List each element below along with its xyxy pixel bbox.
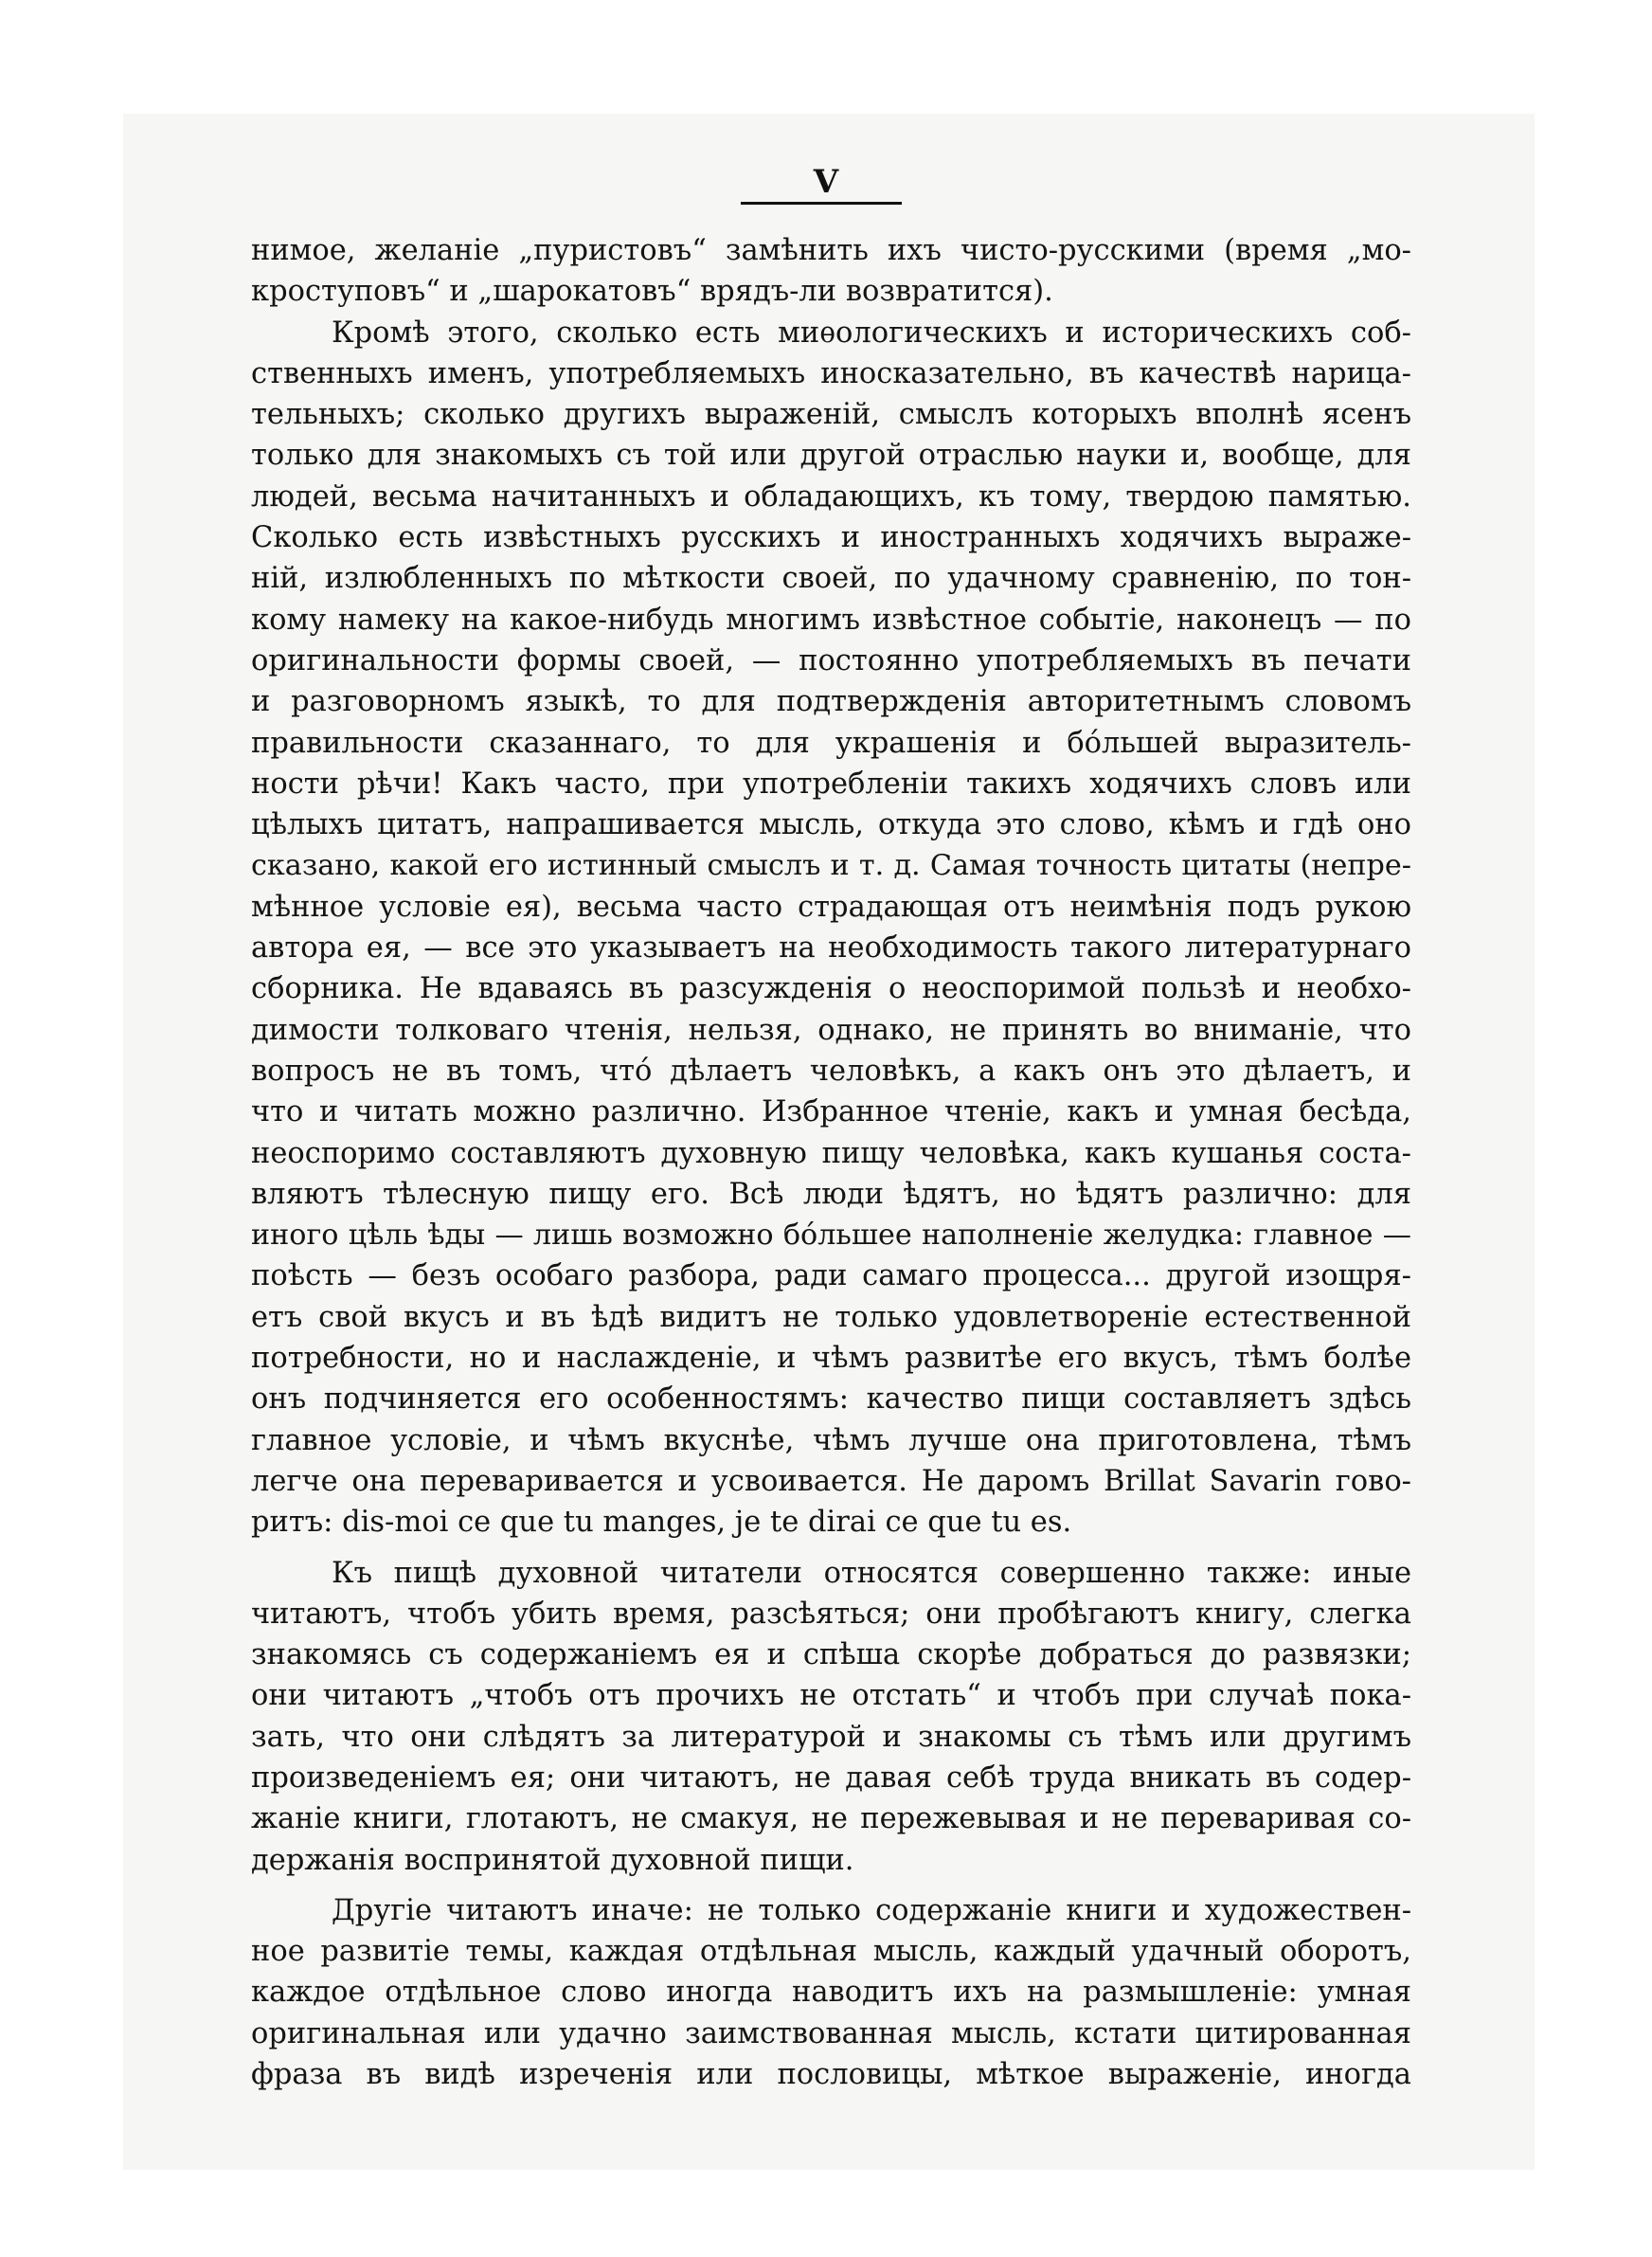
- text-line: ное развитіе темы, каждая отдѣльная мысль, каждый удачный оборотъ,: [251, 1935, 1411, 1969]
- text-line: поѣсть — безъ особаго разбора, ради самаго процесса... другой изощря-: [251, 1259, 1411, 1293]
- text-line: вляютъ тѣлесную пищу его. Всѣ люди ѣдятъ, но ѣдятъ различно: для: [251, 1177, 1411, 1211]
- text-line: нимое, желаніе „пуристовъ“ замѣнить ихъ чисто-русскими (время „мо-: [251, 234, 1411, 267]
- text-line: кому намеку на какое-нибудь многимъ извѣстное событіе, наконецъ — по: [251, 603, 1411, 637]
- text-line: тельныхъ; сколько другихъ выраженій, смыслъ которыхъ вполнѣ ясенъ: [251, 398, 1411, 432]
- text-line: легче она переваривается и усвоивается. Не даромъ Brillat Savarin гово-: [251, 1464, 1411, 1498]
- text-line: автора ея, — все это указываетъ на необходимость такого литературнаго: [251, 931, 1411, 966]
- text-line: и разговорномъ языкѣ, то для подтвержденія авторитетнымъ словомъ: [251, 685, 1411, 719]
- text-line: каждое отдѣльное слово иногда наводитъ ихъ на размышленіе: умная: [251, 1976, 1411, 2010]
- text-line: кроступовъ“ и „шарокатовъ“ врядъ-ли возвратится).: [251, 275, 1053, 309]
- text-line: читаютъ, чтобъ убить время, разсѣяться; они пробѣгаютъ книгу, слегка: [251, 1597, 1411, 1631]
- text-line: ній, излюбленныхъ по мѣткости своей, по удачному сравненію, по тон-: [251, 562, 1411, 596]
- text-line: только для знакомыхъ съ той или другой отраслью науки и, вообще, для: [251, 439, 1411, 473]
- text-line: Другіе читаютъ иначе: не только содержаніе книги и художествен-: [332, 1893, 1411, 1927]
- text-line: цѣлыхъ цитатъ, напрашивается мысль, откуда это слово, кѣмъ и гдѣ оно: [251, 808, 1411, 842]
- text-line: неоспоримо составляютъ духовную пищу человѣка, какъ кушанья соста-: [251, 1136, 1411, 1170]
- header-rule: [741, 202, 902, 205]
- text-line: они читаютъ „чтобъ отъ прочихъ не отстать“ и чтобъ при случаѣ пока-: [251, 1679, 1411, 1713]
- text-line: мѣнное условіе ея), весьма часто страдающая отъ неимѣнія подъ рукою: [251, 890, 1411, 924]
- text-line: етъ свой вкусъ и въ ѣдѣ видитъ не только удовлетвореніе естественной: [251, 1300, 1411, 1334]
- paragraph: [251, 230, 1411, 313]
- text-line: вопросъ не въ томъ, чтó дѣлаетъ человѣкъ, а какъ онъ это дѣлаетъ, и: [251, 1054, 1411, 1088]
- page-number: V: [813, 163, 839, 201]
- text-line: произведеніемъ ея; они читаютъ, не давая себѣ труда вникать въ содер-: [251, 1760, 1411, 1795]
- text-line: Къ пищѣ духовной читатели относятся совершенно также: иные: [332, 1556, 1411, 1590]
- text-line: правильности сказаннаго, то для украшенія и бóльшей выразитель-: [251, 726, 1411, 760]
- text-line: что и читать можно различно. Избранное чтеніе, какъ и умная бесѣда,: [251, 1095, 1411, 1129]
- text-line: сказано, какой его истинный смыслъ и т. д. Самая точность цитаты (непре-: [251, 849, 1411, 883]
- text-line: знакомясь съ содержаніемъ ея и спѣша скорѣе добраться до развязки;: [251, 1638, 1411, 1672]
- text-line: оригинальности формы своей, — постоянно употребляемыхъ въ печати: [251, 643, 1411, 677]
- text-line: фраза въ видѣ изреченія или пословицы, мѣткое выраженіе, иногда: [251, 2058, 1411, 2092]
- text-line: главное условіе, и чѣмъ вкуснѣе, чѣмъ лучше она приготовлена, тѣмъ: [251, 1423, 1411, 1457]
- paragraph: [251, 1890, 1411, 2095]
- text-line: людей, весьма начитанныхъ и обладающихъ, къ тому, твердою памятью.: [251, 479, 1411, 514]
- paragraph: [251, 313, 1411, 1544]
- text-line: онъ подчиняется его особенностямъ: качество пищи составляетъ здѣсь: [251, 1382, 1411, 1417]
- text-line: ственныхъ именъ, употребляемыхъ иносказательно, въ качествѣ нарица-: [251, 356, 1411, 390]
- text-line: жаніе книги, глотаютъ, не смакуя, не пережевывая и не переваривая со-: [251, 1802, 1411, 1836]
- text-line: потребности, но и наслажденіе, и чѣмъ развитѣе его вкусъ, тѣмъ болѣе: [251, 1342, 1411, 1376]
- text-line: иного цѣль ѣды — лишь возможно бóльшее наполненіе желудка: главное —: [251, 1219, 1411, 1253]
- paragraph: [251, 1553, 1411, 1881]
- text-line: держанія воспринятой духовной пищи.: [251, 1843, 854, 1877]
- text-line: димости толковаго чтенія, нельзя, однако, не принять во вниманіе, что: [251, 1013, 1411, 1047]
- text-line: Сколько есть извѣстныхъ русскихъ и иностранныхъ ходячихъ выраже-: [251, 521, 1411, 555]
- text-line: сборника. Не вдаваясь въ разсужденія о неоспоримой пользѣ и необхо-: [251, 972, 1411, 1006]
- text-line: ности рѣчи! Какъ часто, при употребленіи такихъ ходячихъ словъ или: [251, 767, 1411, 801]
- text-line: ритъ: dis-moi ce que tu manges, je te dirai ce que tu es.: [251, 1506, 1072, 1540]
- text-line: оригинальная или удачно заимствованная мысль, кстати цитированная: [251, 2016, 1411, 2050]
- body-text: [251, 230, 1411, 2095]
- paragraph-gap: [251, 1881, 1411, 1890]
- text-line: Кромѣ этого, сколько есть миѳологическихъ и историческихъ соб-: [332, 316, 1411, 350]
- paragraph-gap: [251, 1544, 1411, 1553]
- text-line: зать, что они слѣдятъ за литературой и знакомы съ тѣмъ или другимъ: [251, 1720, 1411, 1754]
